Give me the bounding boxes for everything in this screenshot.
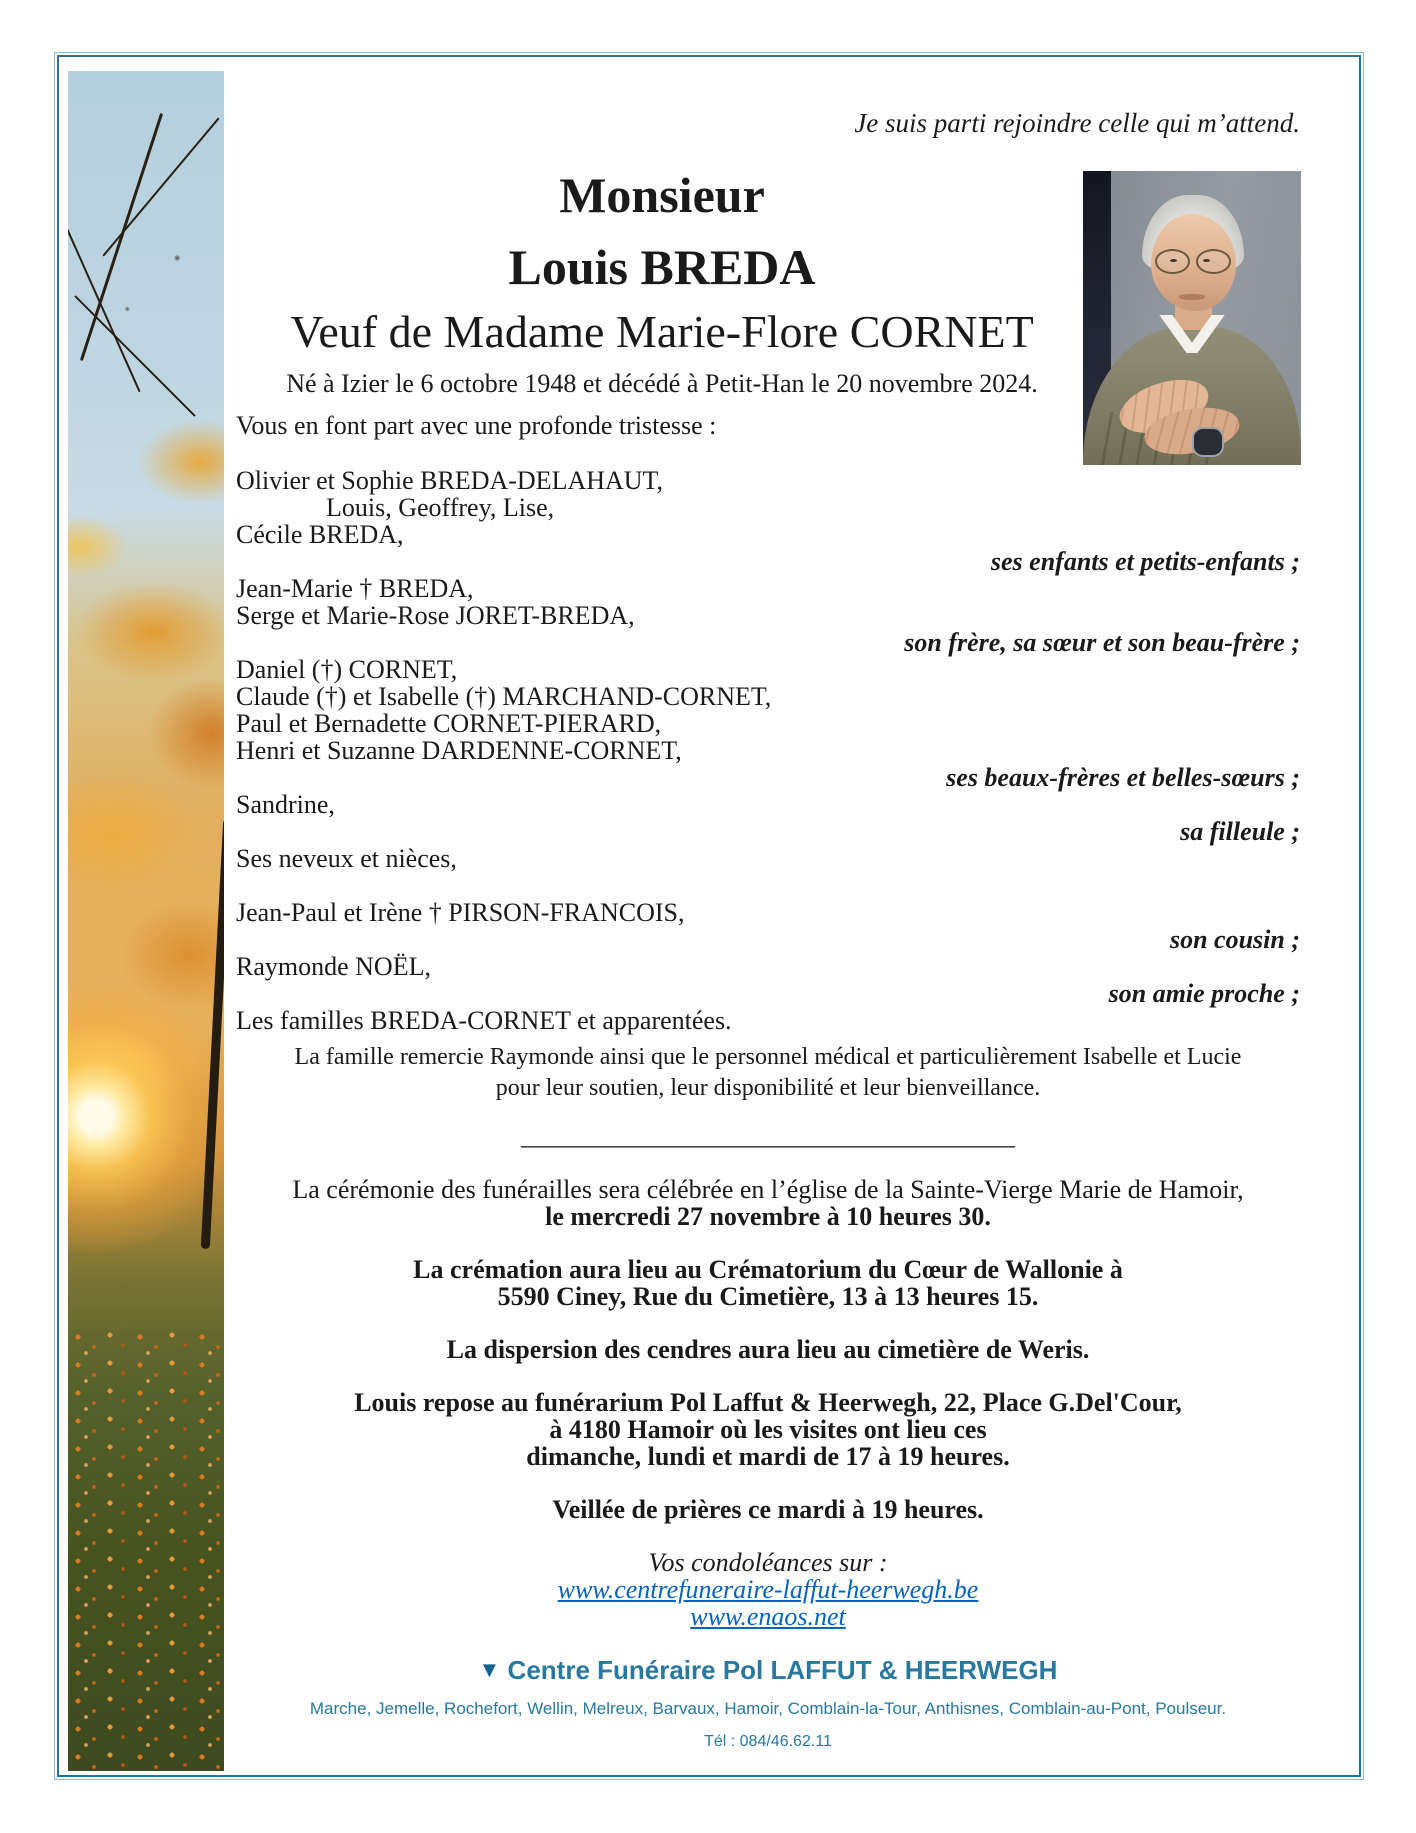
family-role-line: sa filleule ; [1180,817,1300,846]
ceremony-line: à 4180 Hamoir où les visites ont lieu ces [549,1415,987,1444]
family-name-line: Raymonde NOËL, [236,952,431,981]
ceremony-block [236,1496,1300,1523]
tree-branch [68,200,141,393]
ceremony-line: La dispersion des cendres aura lieu au cimetière de Weris. [446,1335,1090,1364]
family-name-line: Olivier et Sophie BREDA-DELAHAUT, [236,466,664,495]
ceremony-block [236,1389,1300,1470]
triangle-icon: ▼ [478,1657,501,1682]
ceremony-line: le mercredi 27 novembre à 10 heures 30. [545,1202,991,1231]
ceremony-block [236,1256,1300,1310]
family-name-line: Serge et Marie-Rose JORET-BREDA, [236,601,635,630]
card-border-frame [57,55,1361,1777]
ceremony-block [236,1176,1300,1230]
funeral-home-name: Centre Funéraire Pol LAFFUT & HEERWEGH [507,1655,1058,1685]
funeral-home-locations: Marche, Jemelle, Rochefort, Wellin, Melreux, Barvaux, Hamoir, Comblain-la-Tour, Anthisnes, Comblain-au-Pont, Poulseur. [309,1699,1227,1718]
funeral-home-brand [236,1655,1300,1685]
ceremony-line: La crémation aura lieu au Crématorium du Cœur de Wallonie à [413,1255,1123,1284]
ceremony-block [236,1336,1300,1363]
condolence-link-enaos[interactable]: www.enaos.net [690,1602,846,1631]
family-name-line: Jean-Marie † BREDA, [236,574,474,603]
family-role-line: son cousin ; [1169,925,1300,954]
thanks-line: pour leur soutien, leur disponibilité et leur bienveillance. [495,1075,1041,1101]
epigraph-quote: Je suis parti rejoindre celle qui m’attend. [854,108,1300,138]
separator-line: ______________________________________ [521,1121,1015,1150]
ceremony-line: La cérémonie des funérailles sera célébrée en l’église de la Sainte-Vierge Marie de Hamoir, [292,1175,1244,1204]
tree-trunk [201,819,224,1249]
ceremony-line: Veillée de prières ce mardi à 19 heures. [552,1495,984,1524]
thanks-paragraph [236,1042,1300,1104]
family-role-line: ses beaux-frères et belles-sœurs ; [946,763,1300,792]
title-block [236,159,1088,361]
family-role-line: son amie proche ; [1108,979,1300,1008]
condolence-link-centrefuneraire[interactable]: www.centrefuneraire-laffut-heerwegh.be [557,1575,979,1604]
ceremony-line: 5590 Ciney, Rue du Cimetière, 13 à 13 heures 15. [497,1282,1039,1311]
birth-death-line: Né à Izier le 6 octobre 1948 et décédé à Petit-Han le 20 novembre 2024. [286,369,1038,398]
family-role-line: son frère, sa sœur et son beau-frère ; [904,628,1300,657]
family-name-line: Paul et Bernadette CORNET-PIERARD, [236,709,662,738]
condolences-block [236,1549,1300,1630]
family-name-line: Ses neveux et nièces, [236,844,457,873]
tree-branch [80,113,163,361]
deceased-name: Louis BREDA [508,239,816,295]
widower-subtitle: Veuf de Madame Marie-Flore CORNET [290,306,1034,357]
family-list [236,467,1300,1034]
family-name-line: Claude (†) et Isabelle (†) MARCHAND-CORNET, [236,682,772,711]
autumn-photo-strip [68,71,224,1771]
family-name-line: Jean-Paul et Irène † PIRSON-FRANCOIS, [236,898,685,927]
family-role-line: ses enfants et petits-enfants ; [990,547,1300,576]
ceremony-line: Louis repose au funérarium Pol Laffut & Heerwegh, 22, Place G.Del'Cour, [354,1388,1182,1417]
family-gap [236,872,1300,899]
tree-branch [74,295,196,417]
family-name-line: Louis, Geoffrey, Lise, [326,493,555,522]
family-name-line: Sandrine, [236,790,335,819]
family-name-line: Henri et Suzanne DARDENNE-CORNET, [236,736,682,765]
announcement-intro: Vous en font part avec une profonde tristesse : [236,411,717,440]
family-name-line: Cécile BREDA, [236,520,404,549]
funeral-home-phone: Tél : 084/46.62.11 [704,1733,832,1750]
ceremony-section [236,1176,1300,1523]
ceremony-line: dimanche, lundi et mardi de 17 à 19 heures. [526,1442,1010,1471]
title-monsieur: Monsieur [559,167,765,223]
announcement-content [234,57,1312,1754]
condolences-label: Vos condoléances sur : [648,1548,888,1577]
family-name-line: Les familles BREDA-CORNET et apparentées. [236,1006,732,1035]
family-name-line: Daniel (†) CORNET, [236,655,458,684]
thanks-line: La famille remercie Raymonde ainsi que le personnel médical et particulièrement Isabelle et Lucie [294,1044,1242,1070]
tree-branch [102,117,219,256]
